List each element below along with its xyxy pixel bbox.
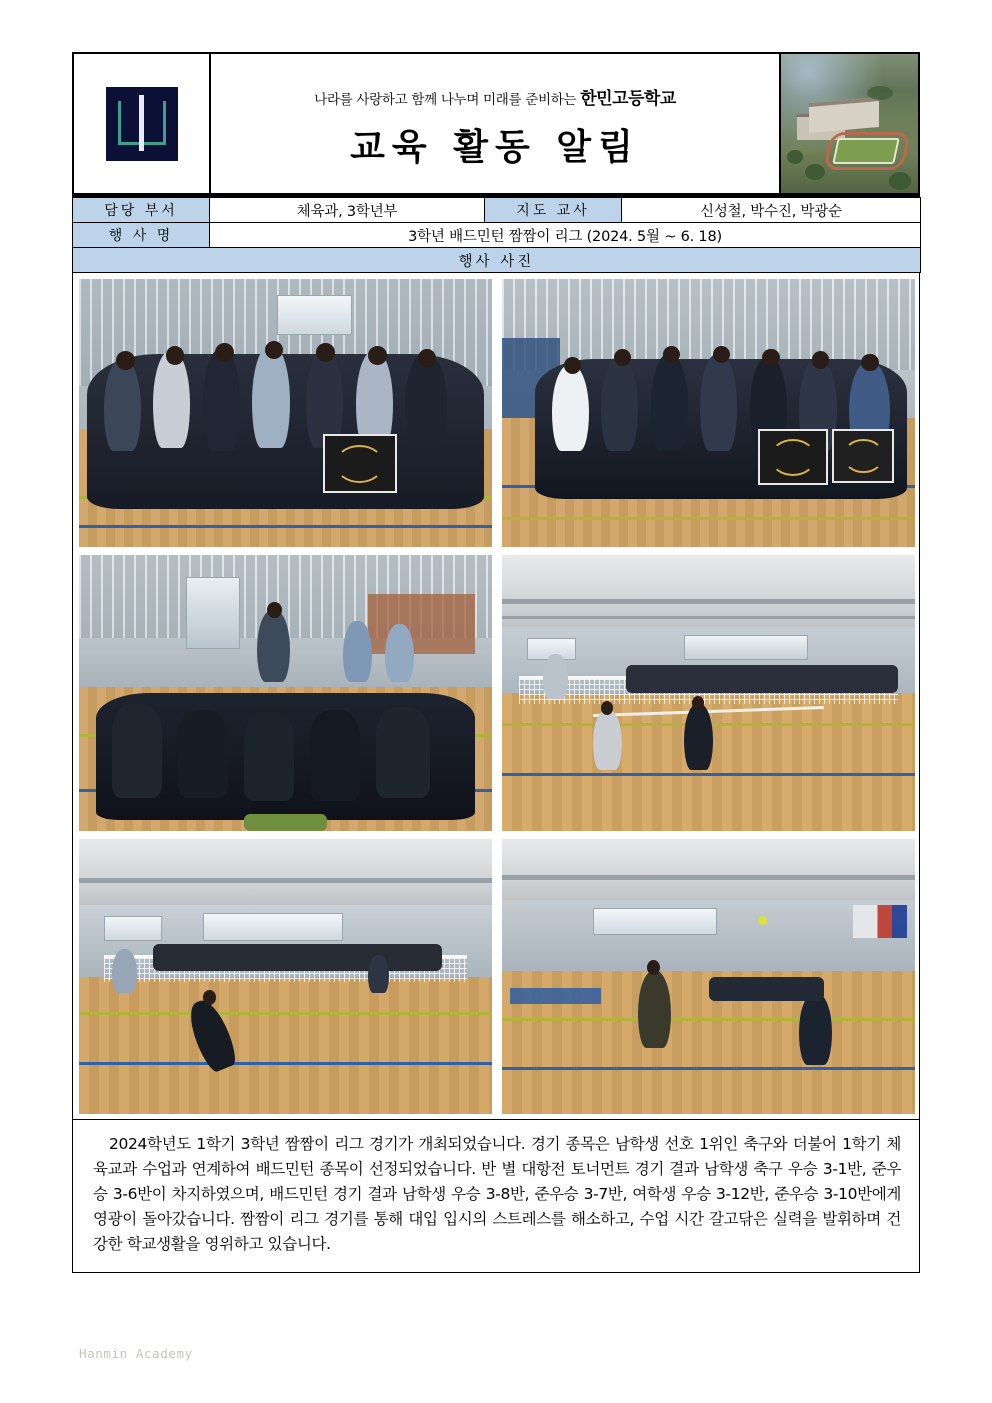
national-flag-icon — [853, 905, 907, 938]
player-jumping — [638, 971, 671, 1048]
spectator-row — [626, 665, 899, 693]
student — [700, 354, 737, 450]
school-emblem-icon — [106, 87, 178, 161]
gym-window — [277, 295, 351, 335]
title-cell — [211, 54, 781, 193]
photo-boys-team-group — [502, 279, 915, 547]
student — [343, 621, 372, 682]
school-aerial-photo-icon — [781, 54, 918, 193]
spectator — [543, 654, 568, 698]
logo-cell — [74, 54, 211, 193]
court-line — [502, 517, 915, 520]
wall-panel — [368, 594, 475, 655]
seated-student — [376, 707, 430, 798]
event-label: 행 사 명 — [73, 223, 210, 248]
student-head — [116, 351, 135, 370]
event-info-table — [72, 197, 921, 273]
student-head — [614, 349, 631, 366]
floor-mat — [510, 988, 601, 1005]
spectator-row — [153, 944, 442, 972]
footer-watermark: Hanmin Academy — [79, 1346, 193, 1361]
spectator — [112, 949, 137, 993]
photo-field — [832, 138, 900, 164]
player-head — [647, 960, 660, 975]
photo-building-a — [809, 97, 879, 133]
photo-tree — [805, 164, 825, 180]
student — [203, 349, 240, 451]
student — [252, 346, 289, 448]
student — [552, 365, 589, 451]
photo-badminton-rally-2 — [79, 839, 492, 1114]
court-line — [502, 773, 915, 776]
event-description: 2024학년도 1학기 3학년 짬짬이 리그 경기가 개최되었습니다. 경기 종목은 남학생 선호 1위인 축구와 더불어 1학기 체육교과 수업과 연계하여 배드민턴 종목이 선정되었습니다. 반 별 대항전 토너먼트 경기 결과 남학생 축구 우승 3-1반, 준우승 3-6반이 차지하였으며, 배드민턴 경기 결과 남학생 우승 3-8반, 준우승 3-7반, 여학생 우승 3-12반, 준우승 3-10반에게 영광이 돌아갔습니다. 짬짬이 리그 경기를 통해 대입 입시의 스트레스를 해소하고, 수업 시간 갈고닦은 실력을 발휘하며 건강한 학교생활을 영위하고 있습니다. — [93, 1135, 901, 1254]
student — [651, 354, 688, 450]
championship-plaque-icon — [323, 434, 397, 493]
dept-value: 체육과, 3학년부 — [210, 198, 485, 223]
photo-tree — [867, 86, 893, 100]
player-head — [692, 696, 704, 710]
ceiling-truss — [502, 616, 915, 619]
ceiling-truss — [502, 599, 915, 604]
school-name: 한민고등학교 — [580, 88, 676, 109]
student — [405, 354, 446, 448]
student-head — [812, 351, 829, 368]
seated-student — [112, 704, 162, 798]
dept-label: 담당 부서 — [73, 198, 210, 223]
gym-window — [104, 916, 162, 941]
student — [104, 359, 141, 450]
court-line — [79, 525, 492, 528]
championship-plaque-icon — [832, 429, 894, 483]
event-description-block — [72, 1120, 920, 1273]
table-row — [73, 248, 921, 273]
spectator — [368, 955, 389, 994]
foreground-blur-object — [244, 814, 327, 831]
spectator-row — [709, 977, 825, 1002]
championship-plaque-icon — [758, 429, 828, 485]
photo-tree — [889, 172, 911, 190]
player — [799, 993, 832, 1065]
seated-student — [178, 710, 228, 798]
photo-grid — [79, 279, 914, 1114]
plaque-wreath — [770, 439, 816, 476]
student — [356, 351, 393, 447]
upper-window-band — [684, 635, 808, 660]
photo-teacher-briefing — [79, 555, 492, 831]
page-title: 교육 활동 알림 — [350, 126, 640, 168]
court-line — [502, 1018, 915, 1021]
school-slogan — [314, 84, 676, 109]
photo-girls-team-group — [79, 279, 492, 547]
event-value: 3학년 배드민턴 짬짬이 리그 (2024. 5월 ~ 6. 18) — [210, 223, 921, 248]
ceiling-truss — [502, 875, 915, 880]
gym-ceiling — [79, 839, 492, 905]
teacher — [257, 610, 290, 682]
student-head — [166, 346, 185, 365]
plaque-wreath — [335, 445, 384, 483]
seated-student — [244, 712, 294, 800]
slogan-text: 나라를 사랑하고 함께 나누며 미래를 준비하는 — [314, 91, 581, 108]
student-head — [316, 343, 335, 362]
seated-student — [310, 710, 360, 801]
teacher-value: 신성철, 박수진, 박광순 — [622, 198, 921, 223]
ceiling-truss — [79, 878, 492, 883]
student — [385, 624, 414, 682]
gym-ceiling — [502, 839, 915, 900]
wall-ribs — [502, 279, 915, 370]
upper-window-band — [593, 908, 717, 936]
student — [306, 349, 343, 448]
court-line — [79, 1062, 492, 1065]
upper-window-band — [203, 913, 343, 941]
student-head — [368, 346, 387, 365]
court-line — [79, 1012, 492, 1015]
gym-window — [186, 577, 240, 649]
shuttlecock-icon — [758, 916, 767, 925]
aerial-photo-render — [781, 54, 918, 193]
student-head — [762, 349, 779, 366]
teacher-label: 지도 교사 — [485, 198, 622, 223]
photo-grid-wrapper — [72, 273, 920, 1120]
table-row — [73, 223, 921, 248]
gym-floor — [79, 977, 492, 1115]
photo-badminton-rally-3 — [502, 839, 915, 1114]
photo-tree — [787, 150, 803, 164]
table-row — [73, 198, 921, 223]
player — [593, 710, 622, 771]
photos-section-label: 행사 사진 — [73, 248, 921, 273]
student — [153, 351, 190, 447]
plaque-wreath — [843, 439, 884, 474]
document-header-frame — [72, 52, 920, 197]
teacher-head — [267, 602, 282, 619]
court-line — [502, 1067, 915, 1070]
student-head — [861, 354, 878, 371]
student-head — [215, 343, 234, 362]
player — [684, 704, 713, 770]
header-row — [74, 54, 918, 195]
student — [601, 357, 638, 451]
photo-badminton-rally-1 — [502, 555, 915, 831]
